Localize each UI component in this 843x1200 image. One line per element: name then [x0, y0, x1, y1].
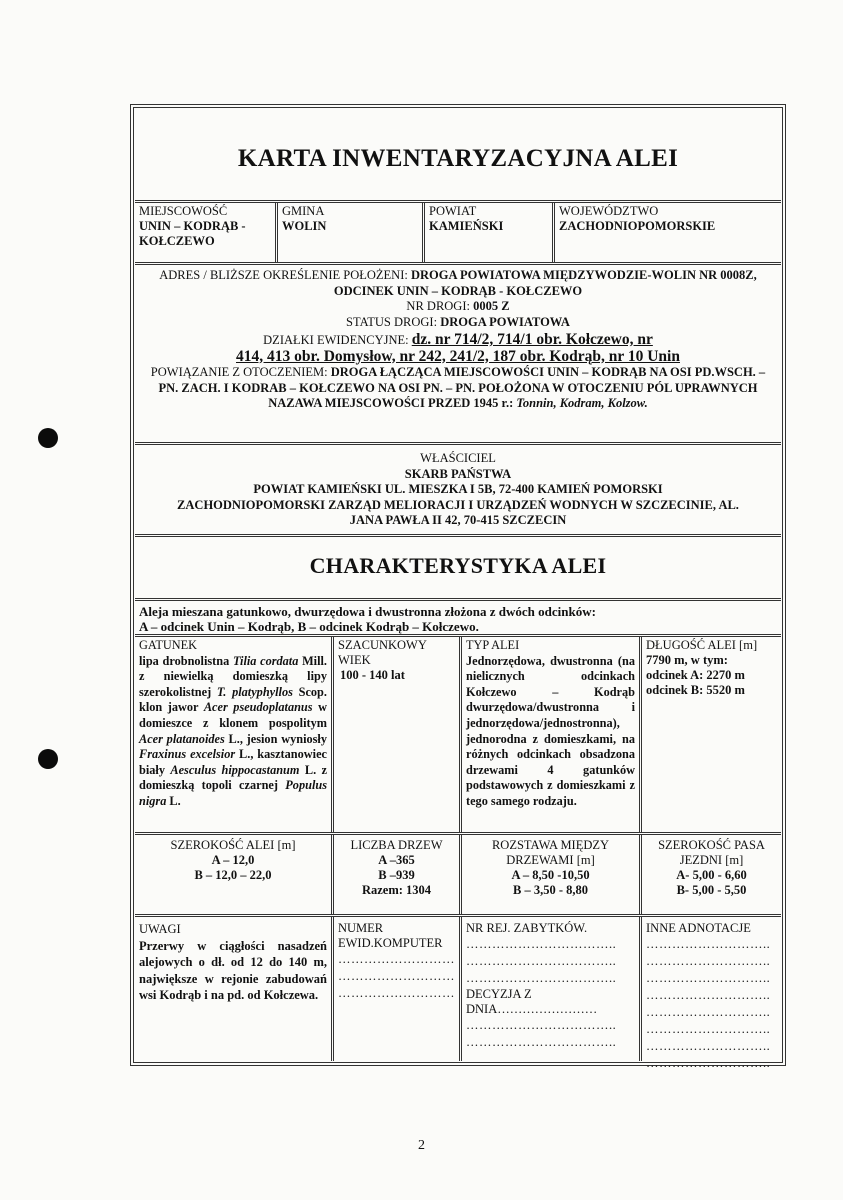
gatunek-text-6: L., kasztanowiec biały [139, 747, 327, 777]
wojewodztwo-value: ZACHODNIOPOMORSKIE [559, 219, 716, 233]
rozstawa-cell [459, 835, 639, 914]
numer-cell [331, 917, 459, 1061]
inne-cell [639, 917, 781, 1070]
inne-dots-7: ……………………….. [646, 1039, 771, 1053]
punch-hole-top [38, 428, 58, 448]
gmina-label: GMINA [282, 204, 325, 218]
gatunek-latin-1: Tilia cordata [232, 653, 299, 668]
description-line-1: Aleja mieszana gatunkowo, dwurzędowa i dwustronna złożona z dwóch odcinków: [139, 604, 596, 619]
species-row [135, 637, 781, 835]
pas-label-1: SZEROKOŚĆ PASA [658, 838, 765, 852]
uwagi-label: UWAGI [139, 922, 181, 936]
owner-line-1: SKARB PAŃSTWA [404, 466, 512, 481]
typ-label: TYP ALEI [466, 638, 520, 652]
uwagi-value: Przerwy w ciągłości nasadzeń alejowych o dł. od 12 do 140 m, największe w rejonie zabudowań wsi Kodrąb i na pd. od Kołczewa. [139, 938, 327, 1002]
inne-dots-4: ……………………….. [646, 988, 771, 1002]
gatunek-latin-5: Fraxinus excelsior [139, 747, 236, 762]
inne-dots-6: ……………………….. [646, 1022, 771, 1036]
liczba-b: B –939 [378, 868, 415, 882]
gatunek-latin-7: Populus nigra [139, 778, 327, 808]
nazwa-label: NAZAWA MIEJSCOWOŚCI PRZED 1945 r.: [268, 396, 514, 410]
wiek-label-2: WIEK [338, 653, 371, 667]
gatunek-text-7: L. z domieszką topoli czarnej [139, 762, 327, 793]
nr-rej-dots-2: …………………………….. [466, 954, 617, 968]
uwagi-cell [135, 917, 331, 1061]
adres-value: DROGA POWIATOWA MIĘDZYWODZIE-WOLIN NR 0008Z, ODCINEK UNIN – KODRĄB - KOŁCZEWO [333, 268, 757, 298]
gatunek-latin-6: Aesculus hippocastanum [170, 762, 300, 777]
dlugosc-label: DŁUGOŚĆ ALEI [m] [646, 638, 758, 652]
inventory-card [130, 104, 786, 1070]
gmina-value: WOLIN [282, 219, 327, 233]
inne-dots-8: ……………………….. [646, 1056, 771, 1070]
dzialki-label: DZIAŁKI EWIDENCYJNE: [263, 333, 409, 347]
nr-rej-dots-3: …………………………….. [466, 971, 617, 985]
powiat-value: KAMIEŃSKI [429, 219, 504, 233]
numer-label-2: EWID.KOMPUTER [338, 936, 443, 950]
page-title: KARTA INWENTARYZACYJNA ALEI [237, 145, 679, 172]
gatunek-latin-4: Acer platanoides [139, 731, 225, 746]
rozstawa-label-2: DRZEWAMI [m] [506, 853, 595, 867]
wiek-label-1: SZACUNKOWY [338, 638, 427, 652]
gatunek-text-3: Scop. klon jawor [139, 684, 327, 715]
inne-label: INNE ADNOTACJE [646, 921, 751, 935]
szerokosc-a: A – 12,0 [211, 853, 255, 867]
gatunek-text-4: w domieszce z klonem pospolitym [139, 700, 327, 730]
page-number: 2 [418, 1138, 425, 1153]
nr-drogi-value: 0005 Z [473, 299, 510, 313]
owner-line-4: JANA PAWŁA II 42, 70-415 SZCZECIN [349, 513, 567, 527]
owner-label: WŁAŚCICIEL [420, 451, 496, 465]
szerokosc-cell [135, 835, 331, 914]
section-title: CHARAKTERYSTYKA ALEI [309, 553, 607, 578]
wojewodztwo-label: WOJEWÓDZTWO [559, 204, 659, 218]
liczba-razem: Razem: 1304 [361, 883, 432, 897]
inne-dots-1: ……………………….. [646, 937, 771, 951]
decyzja-dots-1: …………………………….. [466, 1018, 617, 1032]
typ-value: Jednorzędowa, dwustronna (na nielicznych odcinkach Kołczewo – Kodrąb dwurzędowa/dwustronna i jednorzędowa/jednostronna), jednorodna z domieszkami, na różnych odcinkach obsadzona drzewami 4 gatunków podstawowych z domieszkami z tego samego rodzaju. [466, 653, 635, 808]
pas-label-2: JEZDNI [m] [679, 853, 744, 867]
wiek-cell [331, 637, 459, 832]
numer-label-1: NUMER [338, 921, 384, 935]
owner-line-3: ZACHODNIOPOMORSKI ZARZĄD MELIORACJI I URZĄDZEŃ WODNYCH W SZCZECINIE, AL. [177, 497, 739, 512]
liczba-a: A –365 [378, 853, 415, 867]
numer-dots-1: ……………………… [338, 952, 455, 966]
rozstawa-label-1: ROZSTAWA MIĘDZY [491, 838, 610, 852]
decyzja-label-2: DNIA…………………… [466, 1002, 598, 1016]
rozstawa-a: A – 8,50 -10,50 [511, 868, 590, 882]
nazwa-value: Tonnin, Kodram, Kolzow. [516, 396, 648, 410]
powiat-label: POWIAT [429, 204, 477, 218]
pas-a: A- 5,00 - 6,60 [676, 868, 747, 882]
nr-rej-label: NR REJ. ZABYTKÓW. [466, 921, 588, 935]
section-title-row [135, 537, 781, 601]
gatunek-latin-2: T. platyphyllos [216, 684, 293, 699]
dlugosc-b: odcinek B: 5520 m [646, 683, 745, 697]
gatunek-cell [135, 637, 331, 832]
dlugosc-cell [639, 637, 781, 832]
nr-rej-dots-1: …………………………….. [466, 937, 617, 951]
gmina-cell [275, 203, 422, 262]
address-block [135, 265, 781, 445]
description-row [135, 601, 781, 637]
dlugosc-total: 7790 m, w tym: [646, 653, 728, 667]
dlugosc-a: odcinek A: 2270 m [646, 668, 745, 682]
gatunek-text-5: L., jesion wyniosły [224, 731, 327, 746]
powiazanie-value: DROGA ŁĄCZĄCA MIEJSCOWOŚCI UNIN – KODRĄB NA OSI PD.WSCH. – PN. ZACH. I KODRAB – KOŁCZEWO NA OSI PN. – PN. POŁOŻONA W OTOCZENIU PÓL UPRAWNYCH [158, 365, 766, 395]
szerokosc-b: B – 12,0 – 22,0 [194, 868, 272, 882]
status-drogi-value: DROGA POWIATOWA [440, 314, 570, 329]
liczba-label: LICZBA DRZEW [350, 838, 443, 852]
liczba-cell [331, 835, 459, 914]
gatunek-text-1: lipa drobnolistna [139, 653, 233, 668]
dimensions-row [135, 835, 781, 917]
wojewodztwo-cell [552, 203, 781, 262]
decyzja-dots-2: …………………………….. [466, 1035, 617, 1049]
nr-drogi-label: NR DROGI: [406, 299, 470, 313]
title-row [135, 109, 781, 203]
gatunek-label: GATUNEK [139, 638, 198, 652]
owner-block [135, 445, 781, 537]
status-drogi-label: STATUS DROGI: [346, 314, 438, 329]
punch-hole-bottom [38, 749, 58, 769]
szerokosc-label: SZEROKOŚĆ ALEI [m] [170, 838, 296, 852]
typ-cell [459, 637, 639, 832]
inne-dots-2: ……………………….. [646, 954, 771, 968]
description-line-2: A – odcinek Unin – Kodrąb, B – odcinek Kodrąb – Kołczewo. [139, 619, 479, 634]
wiek-value: 100 - 140 lat [340, 668, 405, 682]
pas-cell [639, 835, 781, 914]
owner-line-2: POWIAT KAMIEŃSKI UL. MIESZKA I 5B, 72-400 KAMIEŃ POMORSKI [253, 482, 663, 496]
dzialki-value-1: dz. nr 714/2, 714/1 obr. Kołczewo, nr [411, 331, 653, 348]
gatunek-text-2: Mill. z niewielką domieszką lipy szerokolistnej [139, 653, 327, 699]
gatunek-latin-3: Acer pseudoplatanus [203, 700, 313, 715]
miejscowosc-value: UNIN – KODRĄB - KOŁCZEWO [139, 219, 246, 248]
miejscowosc-cell [135, 203, 275, 262]
inne-dots-5: ……………………….. [646, 1005, 771, 1019]
gatunek-text-8: L. [166, 793, 181, 808]
nr-rej-cell [459, 917, 639, 1061]
powiat-cell [422, 203, 552, 262]
adres-label: ADRES / BLIŻSZE OKREŚLENIE POŁOŻENI: [159, 268, 408, 282]
dzialki-value-2: 414, 413 obr. Domysłow, nr 242, 241/2, 187 obr. Kodrąb, nr 10 Unin [236, 347, 680, 365]
pas-b: B- 5,00 - 5,50 [676, 883, 747, 897]
location-row [135, 203, 781, 265]
numer-dots-2: ……………………… [338, 969, 455, 983]
notes-row [135, 917, 781, 1070]
numer-dots-3: ……………………… [338, 986, 455, 1000]
decyzja-label-1: DECYZJA Z [466, 987, 532, 1001]
miejscowosc-label: MIEJSCOWOŚĆ [139, 204, 228, 218]
rozstawa-b: B – 3,50 - 8,80 [513, 883, 588, 897]
inne-dots-3: ……………………….. [646, 971, 771, 985]
powiazanie-label: POWIĄZANIE Z OTOCZENIEM: [150, 365, 328, 379]
